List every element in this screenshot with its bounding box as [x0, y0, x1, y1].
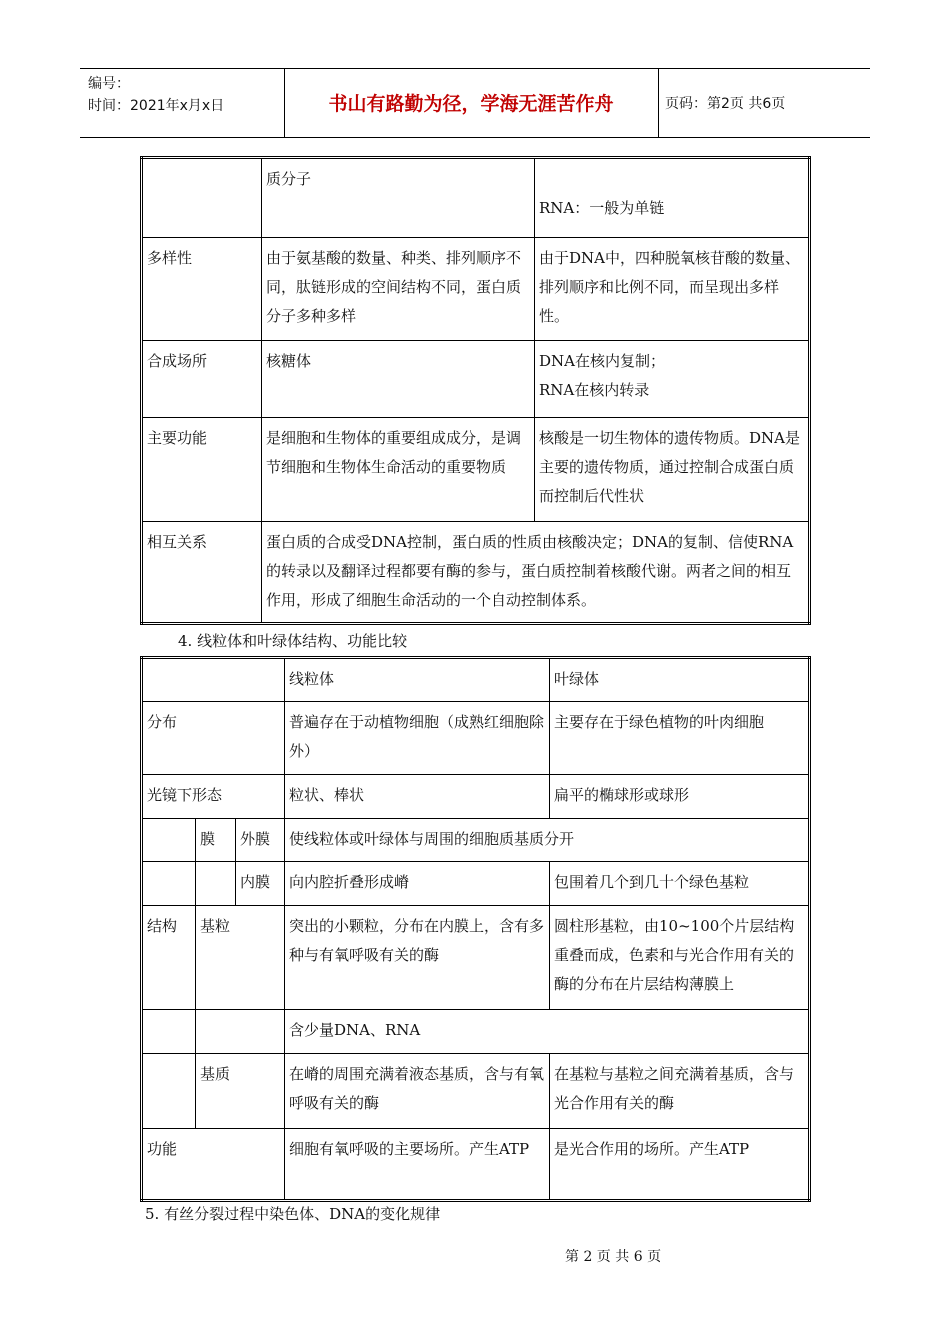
mito-cell: 普遍存在于动植物细胞（成熟红细胞除外）: [285, 702, 550, 775]
row-label: 分布: [142, 702, 285, 775]
empty-cell: [142, 1010, 196, 1054]
header-meta: [88, 73, 224, 117]
empty-cell: [196, 1010, 285, 1054]
motto: 书山有路勤为径，学海无涯苦作舟: [328, 93, 614, 115]
chloro-cell: 主要存在于绿色植物的叶肉细胞: [550, 702, 810, 775]
row-label: 主要功能: [142, 418, 262, 522]
table-row: [142, 1010, 810, 1054]
table-row: [142, 418, 810, 522]
section-5-title: 5. 有丝分裂过程中染色体、DNA的变化规律: [145, 1205, 441, 1223]
chloro-cell: 是光合作用的场所。产生ATP: [550, 1129, 810, 1201]
table-row: [142, 158, 810, 238]
nucleic-cell: [535, 341, 810, 418]
empty-cell: [142, 1054, 196, 1129]
table-row: [142, 1129, 810, 1201]
row-label: 光镜下形态: [142, 775, 285, 819]
mito-cell: 突出的小颗粒，分布在内膜上，含有多种与有氧呼吸有关的酶: [285, 906, 550, 1010]
mito-cell: 细胞有氧呼吸的主要场所。产生ATP: [285, 1129, 550, 1201]
structure-label: 结构: [142, 906, 196, 1010]
empty-cell: [196, 862, 236, 906]
cell-line: [539, 165, 805, 194]
chloro-cell: 包围着几个到几十个绿色基粒: [550, 862, 810, 906]
nucleic-cell: [535, 158, 810, 238]
table-row: [142, 862, 810, 906]
mito-chloro-table: [140, 656, 811, 1202]
outer-membrane-label: 外膜: [236, 819, 285, 862]
cell-line: RNA在核内转录: [539, 381, 650, 399]
empty-cell: [142, 819, 196, 862]
table-row: [142, 1054, 810, 1129]
row-label: [142, 158, 262, 238]
row-label: 合成场所: [142, 341, 262, 418]
relationship-cell: 蛋白质的合成受DNA控制，蛋白质的性质由核酸决定；DNA的复制、信使RNA的转录以及翻译过程都要有酶的参与，蛋白质控制着核酸代谢。两者之间的相互作用，形成了细胞生命活动的一个自动控制体系。: [262, 522, 810, 624]
row-label: 相互关系: [142, 522, 262, 624]
mito-header: 线粒体: [285, 658, 550, 702]
table-row: [142, 775, 810, 819]
protein-cell: 质分子: [262, 158, 535, 238]
membrane-label: 膜: [196, 819, 236, 862]
table-row: [142, 522, 810, 624]
section-4-title: 4. 线粒体和叶绿体结构、功能比较: [178, 632, 408, 650]
dna-cell: 含少量DNA、RNA: [285, 1010, 810, 1054]
row-label: 功能: [142, 1129, 285, 1201]
table-row: [142, 341, 810, 418]
cell-line: DNA在核内复制；: [539, 352, 665, 370]
chloro-cell: 圆柱形基粒，由10~100个片层结构重叠而成，色素和与光合作用有关的酶的分布在片层结构薄膜上: [550, 906, 810, 1010]
granum-label: 基粒: [196, 906, 285, 1010]
page-indicator: 页码：第2页 共6页: [665, 96, 786, 112]
chloro-cell: 在基粒与基粒之间充满着基质，含与光合作用有关的酶: [550, 1054, 810, 1129]
table-row: [142, 702, 810, 775]
protein-nucleic-table: [140, 156, 811, 625]
table-row: [142, 819, 810, 862]
page-footer: 第 2 页 共 6 页: [565, 1249, 662, 1265]
matrix-label: 基质: [196, 1054, 285, 1129]
chloro-header: 叶绿体: [550, 658, 810, 702]
nucleic-cell: 核酸是一切生物体的遗传物质。DNA是主要的遗传物质，通过控制合成蛋白质而控制后代性状: [535, 418, 810, 522]
cell-line: RNA：一般为单链: [539, 199, 665, 217]
protein-cell: 是细胞和生物体的重要组成成分，是调节细胞和生物体生命活动的重要物质: [262, 418, 535, 522]
outer-membrane-cell: 使线粒体或叶绿体与周围的细胞质基质分开: [285, 819, 810, 862]
chloro-cell: 扁平的椭球形或球形: [550, 775, 810, 819]
mito-cell: 向内腔折叠形成嵴: [285, 862, 550, 906]
empty-cell: [142, 862, 196, 906]
header-divider: [658, 69, 659, 137]
table-row: [142, 658, 810, 702]
protein-cell: 核糖体: [262, 341, 535, 418]
inner-membrane-label: 内膜: [236, 862, 285, 906]
mito-cell: 粒状、棒状: [285, 775, 550, 819]
table-row: [142, 238, 810, 341]
mito-cell: 在嵴的周围充满着液态基质，含与有氧呼吸有关的酶: [285, 1054, 550, 1129]
protein-cell: 由于氨基酸的数量、种类、排列顺序不同，肽链形成的空间结构不同，蛋白质分子多种多样: [262, 238, 535, 341]
date-label: 时间：2021年x月x日: [88, 98, 225, 114]
table-row: [142, 906, 810, 1010]
empty-cell: [142, 658, 285, 702]
row-label: 多样性: [142, 238, 262, 341]
nucleic-cell: 由于DNA中，四种脱氧核苷酸的数量、排列顺序和比例不同，而呈现出多样性。: [535, 238, 810, 341]
number-label: 编号：: [88, 76, 130, 92]
page-header: [80, 68, 870, 138]
